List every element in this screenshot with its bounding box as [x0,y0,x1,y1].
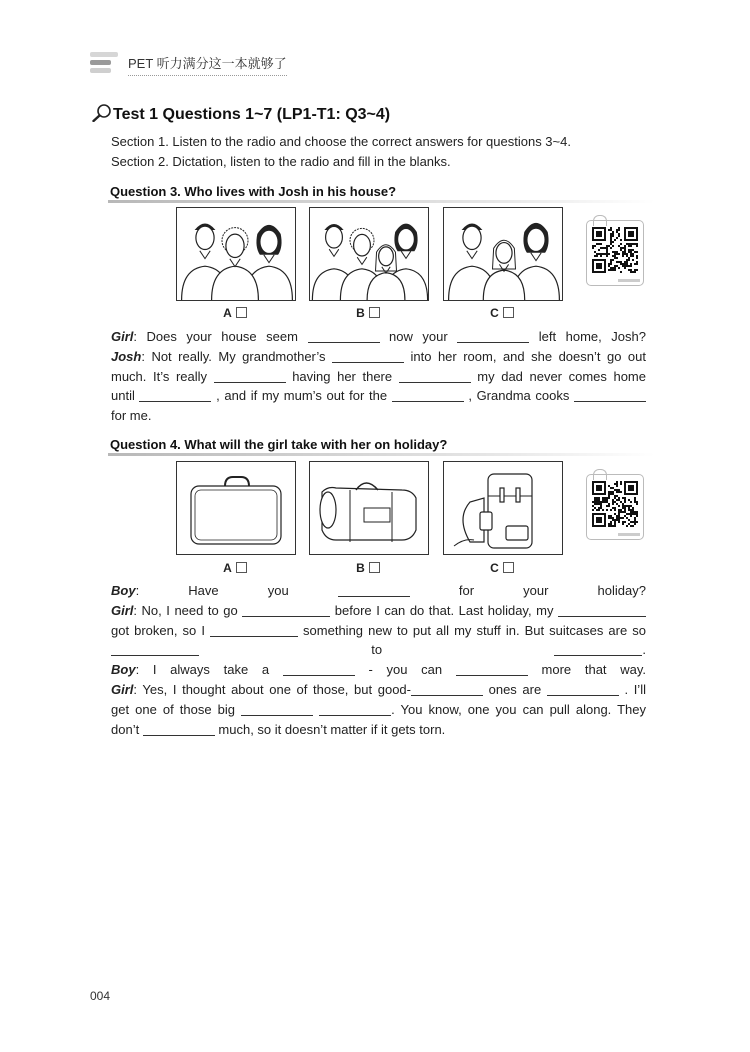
dialogue-text: : No, I need to go [133,602,243,618]
fill-in-blank[interactable] [547,683,619,696]
dialogue-text: got broken, so I [111,622,210,638]
qr-pattern [592,481,638,527]
dialogue-line [111,660,646,680]
fill-in-blank[interactable] [283,663,355,676]
fill-in-blank[interactable] [210,624,298,637]
test-title-text: Test 1 Questions 1~7 (LP1-T1: Q3~4) [113,106,391,123]
dialogue-text: much. It’s really [111,368,214,384]
q3-option-a-picture[interactable] [176,207,296,301]
dialogue-line [111,327,646,347]
fill-in-blank[interactable] [242,604,330,617]
fill-in-blank[interactable] [554,643,642,656]
fill-in-blank[interactable] [558,604,646,617]
dialogue-text: get one of those big [111,701,242,717]
checkbox[interactable] [369,562,380,573]
dialogue-line [111,367,646,387]
fill-in-blank[interactable] [143,723,215,736]
q3-option-a[interactable] [176,306,294,320]
fill-in-blank[interactable] [338,584,410,597]
dialogue-line [111,581,646,601]
fill-in-blank[interactable] [332,350,404,363]
dialogue-line [111,680,646,700]
fill-in-blank[interactable] [308,330,380,343]
fill-in-blank[interactable] [399,370,471,383]
dialogue-text: . I’ll [618,681,646,697]
option-label: B [356,561,365,575]
fill-in-blank[interactable] [241,703,313,716]
dialogue-text: into her room, and she doesn’t go out [404,348,646,364]
illustration [310,462,428,554]
dialogue-text: more that way. [527,662,646,678]
q3-option-c[interactable] [443,306,561,320]
speaker-name: Boy [111,662,136,678]
fill-in-blank[interactable] [411,683,483,696]
dialogue-text: something new to put all my stuff in. But suitcases are so [298,622,646,638]
dialogue-line [111,700,646,720]
checkbox[interactable] [236,562,247,573]
dialogue-line [111,406,646,426]
dialogue-text: before I can do that. Last holiday, my [330,602,558,618]
speaker-name: Girl [111,329,134,344]
test-title [92,104,390,124]
dialogue-text: for your holiday? [409,583,646,598]
speaker-name: Boy [111,583,136,598]
dialogue-line [111,347,646,367]
option-label: A [223,561,232,575]
book-title: PET 听力满分这一本就够了 [128,53,287,76]
question-4-heading: Question 4. What will the girl take with her on holiday? [110,437,655,454]
q4-option-a-picture[interactable] [176,461,296,555]
fill-in-blank[interactable] [214,370,286,383]
dialogue-text: until [111,388,140,404]
dialogue-text: my dad never comes home [470,368,646,384]
q3-option-b-picture[interactable] [309,207,429,301]
dialogue-text: : Yes, I thought about one of those, but good- [133,681,411,697]
instruction-section-1: Section 1. Listen to the radio and choose the correct answers for questions 3~4. [111,134,571,149]
q3-option-c-picture[interactable] [443,207,563,301]
fill-in-blank[interactable] [139,389,211,402]
illustration [177,208,295,300]
option-label: C [490,561,499,575]
fill-in-blank[interactable] [319,703,391,716]
dialogue-text: . [642,642,646,658]
dialogue-text: having her there [285,368,399,384]
fill-in-blank[interactable] [392,389,464,402]
fill-in-blank[interactable] [111,643,199,656]
illustration [310,208,428,300]
speaker-name: Josh [111,348,142,364]
dialogue-text: much, so it doesn’t matter if it gets torn. [214,721,446,737]
illustration [444,208,562,300]
dialogue-text: don’t [111,721,143,737]
checkbox[interactable] [236,307,247,318]
q4-option-b[interactable] [309,561,427,575]
checkbox[interactable] [503,307,514,318]
fill-in-blank[interactable] [456,663,528,676]
fill-in-blank[interactable] [457,330,529,343]
checkbox[interactable] [369,307,380,318]
instruction-section-2: Section 2. Dictation, listen to the radio and fill in the blanks. [111,154,451,169]
option-label: B [356,306,365,320]
option-label: A [223,306,232,320]
illustration [444,462,562,554]
dialogue-line [111,386,646,406]
dialogue-text: now your [379,329,458,344]
illustration [177,462,295,554]
qr-code-icon[interactable] [586,474,644,540]
dialogue-text: for me. [111,408,152,424]
q3-option-b[interactable] [309,306,427,320]
dialogue-text: - you can [354,662,456,678]
dialogue-text: to [199,642,555,658]
dialogue-text: , and if my mum’s out for the [211,388,392,404]
checkbox[interactable] [503,562,514,573]
question-4-dialogue [111,581,646,739]
header-bars-icon [90,52,118,74]
question-3-dialogue [111,327,646,426]
q4-option-c-picture[interactable] [443,461,563,555]
fill-in-blank[interactable] [574,389,646,402]
dialogue-text: : Does your house seem [133,329,308,344]
dialogue-text: : I always take a [135,662,283,678]
dialogue-line [111,720,646,740]
question-3-heading: Question 3. Who lives with Josh in his house? [110,184,655,201]
qr-pattern [592,227,638,273]
dialogue-text: , Grandma cooks [463,388,574,404]
dialogue-text: ones are [482,681,547,697]
dialogue-text: : Have you [135,583,338,598]
dialogue-text: : Not really. My grandmother’s [141,348,333,364]
dialogue-line [111,621,646,641]
q4-option-a[interactable] [176,561,294,575]
qr-code-icon[interactable] [586,220,644,286]
speaker-name: Girl [111,602,134,618]
magnifier-icon [92,104,112,122]
page-number: 004 [90,989,111,1003]
speaker-name: Girl [111,681,134,697]
dialogue-line [111,601,646,621]
q4-option-b-picture[interactable] [309,461,429,555]
dialogue-text: left home, Josh? [529,329,646,344]
option-label: C [490,306,499,320]
dialogue-text: . You know, one you can pull along. They [391,701,647,717]
dialogue-line [111,640,646,660]
q4-option-c[interactable] [443,561,561,575]
